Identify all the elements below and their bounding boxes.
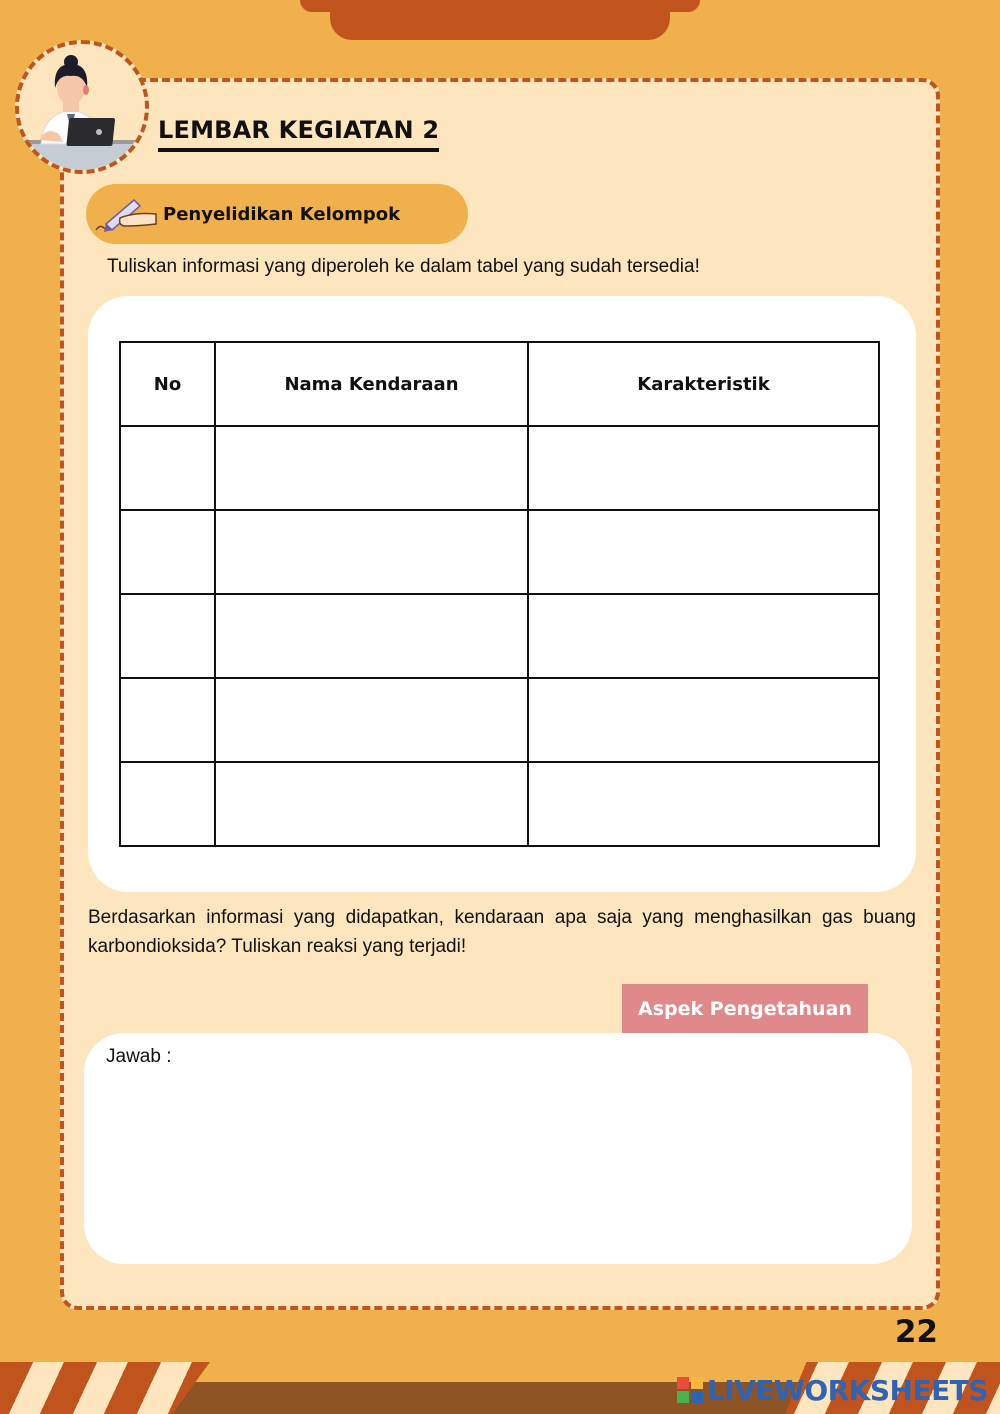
table-row	[120, 678, 879, 762]
page-number: 22	[894, 1314, 938, 1350]
table-row	[120, 762, 879, 846]
aspect-tag: Aspek Pengetahuan	[622, 984, 868, 1034]
table-cell-characteristics[interactable]	[528, 594, 879, 678]
table-cell-no[interactable]	[120, 426, 215, 510]
table-card	[88, 296, 916, 892]
table-cell-vehicle-name[interactable]	[215, 426, 528, 510]
section-pill	[86, 184, 468, 244]
table-row	[120, 426, 879, 510]
table-cell-no[interactable]	[120, 594, 215, 678]
column-header-vehicle-name: Nama Kendaraan	[215, 342, 528, 426]
instruction-text: Tuliskan informasi yang diperoleh ke dalam tabel yang sudah tersedia!	[107, 256, 700, 277]
table-cell-no[interactable]	[120, 510, 215, 594]
answer-label: Jawab :	[106, 1046, 172, 1067]
brand-name: LIVEWORKSHEETS	[706, 1373, 988, 1407]
data-table	[119, 341, 880, 847]
table-header-row	[120, 342, 879, 426]
answer-input[interactable]	[106, 1081, 888, 1242]
top-tab-decoration	[330, 0, 670, 40]
question-text: Berdasarkan informasi yang didapatkan, kendaraan apa saja yang menghasilkan gas buang karbondioksida? Tuliskan reaksi yang terjadi!	[88, 907, 916, 957]
table-row	[120, 510, 879, 594]
top-tab-wing-right	[660, 0, 700, 12]
table-cell-characteristics[interactable]	[528, 762, 879, 846]
table-cell-vehicle-name[interactable]	[215, 762, 528, 846]
table-row	[120, 594, 879, 678]
answer-card	[84, 1033, 912, 1264]
column-header-characteristics: Karakteristik	[528, 342, 879, 426]
table-cell-no[interactable]	[120, 762, 215, 846]
table-cell-characteristics[interactable]	[528, 426, 879, 510]
writing-hand-icon	[90, 194, 162, 241]
page-title: LEMBAR KEGIATAN 2	[158, 116, 439, 152]
column-header-no: No	[120, 342, 215, 426]
table-cell-characteristics[interactable]	[528, 510, 879, 594]
table-cell-vehicle-name[interactable]	[215, 678, 528, 762]
brand-logo	[677, 1372, 988, 1408]
student-laptop-icon	[19, 44, 145, 170]
table-cell-vehicle-name[interactable]	[215, 594, 528, 678]
section-label: Penyelidikan Kelompok	[163, 204, 401, 225]
table-cell-characteristics[interactable]	[528, 678, 879, 762]
avatar	[15, 40, 149, 174]
liveworksheets-icon	[677, 1377, 703, 1403]
top-tab-wing-left	[300, 0, 340, 12]
table-cell-no[interactable]	[120, 678, 215, 762]
table-cell-vehicle-name[interactable]	[215, 510, 528, 594]
